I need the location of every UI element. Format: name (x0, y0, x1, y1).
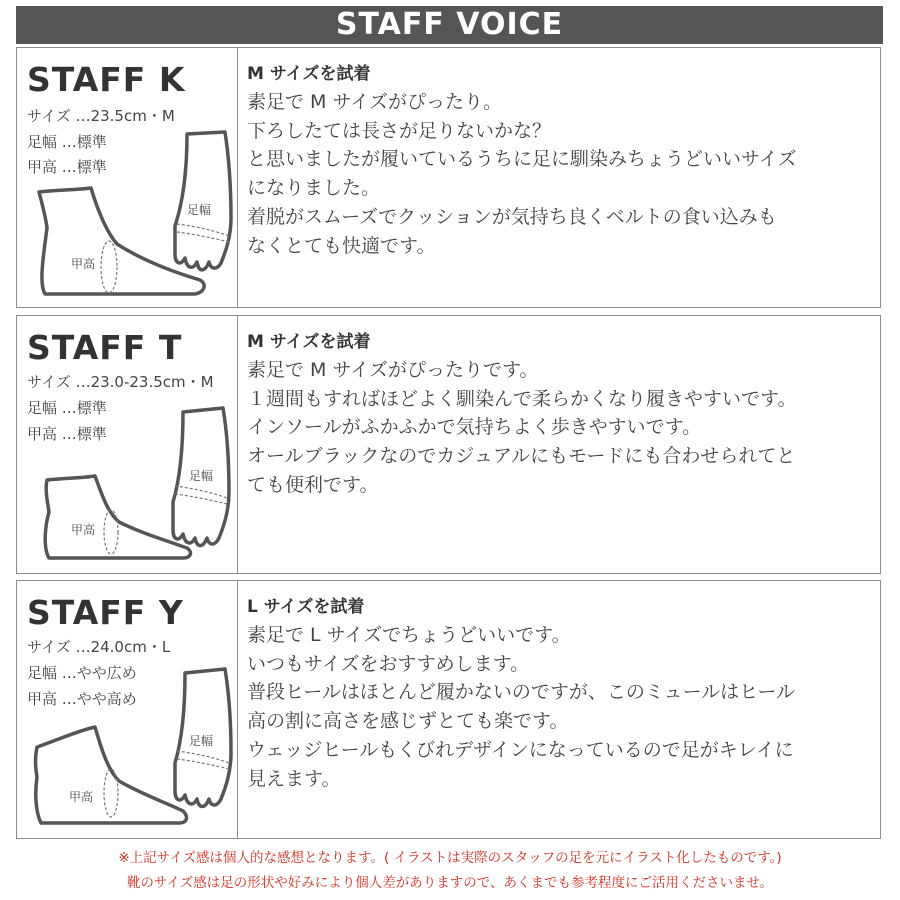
review-line: オールブラックなのでカジュアルにもモードにも合わせられてと (247, 445, 796, 468)
staff-instep: 甲高 …やや高め (27, 690, 137, 708)
review-line: 見えます。 (247, 767, 341, 790)
review-line: 素足で M サイズがぴったり。 (247, 91, 502, 113)
staff-review (247, 595, 874, 793)
review-line: なくとても快適です。 (247, 234, 436, 257)
staff-name: STAFF Y (27, 593, 184, 632)
staff-instep: 甲高 …標準 (27, 158, 107, 176)
instep-marker (104, 510, 118, 554)
staff-foot-width: 足幅 …標準 (27, 399, 107, 417)
staff-card-t (16, 315, 881, 574)
review-line: インソールがふかふかで気持ちよく歩きやすいです。 (247, 416, 702, 439)
staff-size: サイズ …23.0-23.5cm・M (27, 373, 214, 391)
review-line: １週間もすればほどよく馴染んで柔らかくなり履きやすいです。 (247, 387, 797, 410)
staff-size: サイズ …23.5cm・M (27, 107, 175, 125)
foot-illustration (25, 316, 235, 575)
instep-label: 甲高 (69, 790, 94, 804)
staff-foot-width: 足幅 …やや広め (27, 664, 137, 682)
width-label: 足幅 (189, 469, 214, 483)
instep-label: 甲高 (71, 257, 96, 271)
foot-illustration (25, 581, 235, 840)
foot-illustration (25, 48, 235, 309)
staff-foot-width: 足幅 …標準 (27, 133, 107, 151)
tried-size-title: M サイズを試着 (247, 64, 371, 84)
staff-review (247, 62, 874, 260)
staff-card-y (16, 580, 881, 839)
width-marker (177, 224, 229, 236)
section-title: STAFF VOICE (335, 7, 564, 42)
review-line: 素足で M サイズがぴったりです。 (247, 359, 539, 381)
review-line: 着脱がスムーズでクッションが気持ち良くベルトの食い込みも (247, 205, 777, 228)
tried-size-title: L サイズを試着 (247, 597, 365, 617)
staff-review (247, 330, 874, 500)
review-line: 素足で L サイズでちょうどいいです。 (247, 624, 571, 646)
section-header (16, 6, 883, 44)
review-line: 普段ヒールはほとんど履かないのですが、このミュールはヒール (247, 681, 795, 704)
disclaimer-notes (0, 846, 900, 896)
disclaimer-line: 靴のサイズ感は足の形状や好みにより個人差がありますので、あくまでも参考程度にご活用くださいませ。 (126, 875, 774, 891)
tried-size-title: M サイズを試着 (247, 332, 371, 352)
width-label: 足幅 (189, 734, 214, 748)
review-line: になりました。 (247, 177, 381, 200)
staff-name: STAFF T (27, 328, 183, 367)
staff-profile (17, 48, 238, 307)
review-line: いつもサイズをおすすめします。 (247, 652, 530, 675)
front-foot-outline (175, 132, 231, 270)
review-line: ても便利です。 (247, 473, 379, 496)
instep-marker (101, 241, 117, 293)
staff-size: サイズ …24.0cm・L (27, 638, 171, 656)
instep-marker (104, 769, 118, 817)
review-line: と思いましたが履いているうちに足に馴染みちょうどいいサイズ (247, 148, 797, 171)
width-marker (177, 751, 229, 763)
instep-label: 甲高 (71, 523, 96, 537)
review-line: ウェッジヒールもくびれデザインになっているので足がキレイに (247, 738, 794, 761)
width-label: 足幅 (187, 203, 212, 217)
review-line: 高の割に高さを感じずとても楽です。 (247, 710, 569, 733)
staff-instep: 甲高 …標準 (27, 425, 107, 443)
width-marker (175, 486, 227, 498)
disclaimer-line: ※上記サイズ感は個人的な感想となります。( イラストは実際のスタッフの足を元にイラスト化したものです。) (118, 850, 782, 866)
staff-profile (17, 316, 238, 573)
staff-profile (17, 581, 238, 838)
side-foot-outline (36, 727, 187, 823)
staff-name: STAFF K (27, 60, 186, 99)
staff-card-k (16, 47, 881, 308)
review-line: 下ろしたては長さが足りないかな？ (247, 119, 552, 142)
side-foot-outline (45, 476, 190, 558)
